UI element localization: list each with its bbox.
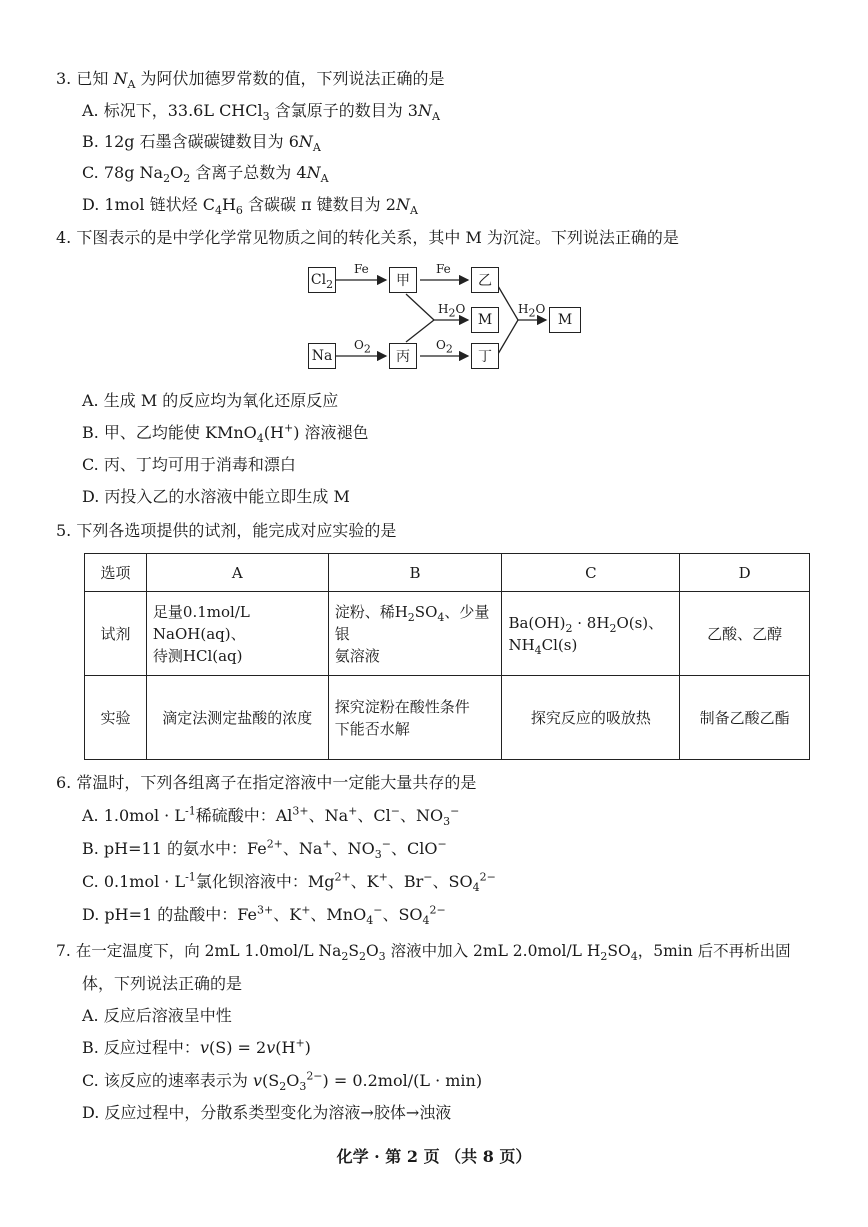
q7-option-a: A. 反应后溶液呈中性 [82, 1006, 232, 1025]
q3-d-t1: D. 1mol 链状烃 C [82, 195, 215, 214]
q6c-sup1: -1 [185, 870, 196, 884]
cell-reagent-d: 乙酸、乙醇 [680, 592, 810, 676]
q6b-sub3: 3 [374, 848, 382, 862]
reagent-a-line2: 待测HCl(aq) [152, 646, 243, 665]
q7-s2: 2 [358, 950, 366, 964]
q6d-sup1: 3+ [257, 903, 274, 917]
q7b-v1: v [199, 1038, 209, 1057]
q4-b-sup: + [283, 421, 294, 435]
rb-s1: 2 [407, 610, 415, 624]
q6a-sup5: − [450, 804, 460, 818]
row-label-experiments: 实验 [85, 676, 147, 760]
cell-experiment-a: 滴定法测定盐酸的浓度 [146, 676, 328, 760]
q3-d-t2: H [221, 195, 236, 214]
h2o1-h: H [438, 302, 449, 316]
q6b-sup4: − [437, 837, 447, 851]
q7b-t2: (S) = 2 [208, 1038, 267, 1057]
q7c-s2: 3 [299, 1080, 307, 1094]
h2o2-h: H [518, 302, 529, 316]
rb-t2: SO [414, 602, 438, 621]
q6a-sup1: -1 [184, 804, 196, 818]
q3-na: N [113, 69, 128, 88]
q3-d-t3: 含碳碳 π 键数目为 2 [242, 195, 396, 214]
header-b: B [328, 554, 502, 592]
q4-option-c: C. 丙、丁均可用于消毒和漂白 [82, 455, 296, 474]
q6c-t5: 、SO [432, 872, 473, 891]
h2o2-sub: 2 [528, 306, 536, 320]
q7-option-d: D. 反应过程中，分散系类型变化为溶液→胶体→浊液 [82, 1103, 452, 1122]
q4-stem [56, 227, 679, 249]
rb-t1: 淀粉、稀H [334, 602, 408, 621]
q3-d-s1: 4 [214, 204, 222, 218]
header-option: 选项 [85, 554, 147, 592]
q6c-t1: C. 0.1mol · L [82, 872, 186, 891]
h2o2-o: O [535, 302, 546, 316]
arrow-label-h2o2 [518, 302, 546, 320]
rb-s2: 4 [437, 610, 445, 624]
header-d: D [680, 554, 810, 592]
reagent-c-line2 [508, 634, 673, 656]
q3-d-ns: A [409, 204, 418, 218]
yi-label: 乙 [478, 273, 492, 289]
q6c-t3: 、K [350, 872, 379, 891]
q6b-t1: B. pH=11 的氨水中：Fe [82, 839, 267, 858]
arrow-label-fe1: Fe [354, 262, 369, 276]
experiment-b-line1: 探究淀粉在酸性条件 [334, 697, 470, 716]
q4-b-s1: 4 [256, 432, 264, 446]
q6a-t2: 稀硫酸中：Al [195, 806, 293, 825]
cell-reagent-b [328, 592, 502, 676]
q6b-t3: 、NO [331, 839, 375, 858]
q6c-sup3: + [378, 870, 388, 884]
q6c-sup2: 2+ [334, 870, 351, 884]
q7-t5: SO [607, 942, 631, 960]
rc-t1: Ba(OH) [508, 613, 566, 632]
q7b-sup: + [295, 1036, 305, 1050]
row-label-reagents: 试剂 [85, 592, 147, 676]
q6-stem-text: 常温时，下列各组离子在指定溶液中一定能大量共存的是 [76, 773, 477, 792]
q7b-t4: ) [304, 1038, 311, 1057]
q4-b-t3: ) 溶液褪色 [293, 423, 369, 442]
q7-stem [56, 940, 791, 962]
q3-option-d [82, 194, 418, 216]
q3-c-t1: C. 78g Na [82, 163, 164, 182]
o2a-text: O [354, 338, 364, 352]
q4-stem-text: 下图表示的是中学化学常见物质之间的转化关系，其中 M 为沉淀。下列说法正确的是 [76, 228, 679, 247]
q3-number: 3. [56, 69, 72, 88]
h2o1-sub: 2 [448, 306, 456, 320]
q6b-sup3: − [381, 837, 392, 851]
q7c-t1: C. 该反应的速率表示为 [82, 1071, 253, 1090]
table-header-row [85, 554, 810, 592]
o2b-text: O [436, 338, 446, 352]
q7b-t3: (H [275, 1038, 296, 1057]
box-cl2 [308, 267, 336, 293]
rc-t3: O(s)、 [616, 613, 664, 632]
q7b-t1: B. 反应过程中： [82, 1038, 200, 1057]
q7-s3: 3 [378, 950, 386, 964]
m-right-label: M [557, 312, 573, 328]
q5-table [84, 553, 810, 760]
q6d-t3: 、MnO [310, 905, 367, 924]
q6a-sup4: − [390, 804, 400, 818]
q7-t4: 溶液中加入 2mL 2.0mol/L H [385, 942, 601, 960]
q6-option-a [82, 805, 459, 827]
q4-b-t2: (H [263, 423, 284, 442]
q6d-sub3: 4 [366, 914, 374, 928]
q3-b-t1: B. 12g 石墨含碳碳键数目为 6 [82, 132, 299, 151]
na-label: Na [311, 348, 333, 364]
q6a-t5: 、NO [399, 806, 444, 825]
q6b-sup2: + [322, 837, 332, 851]
q6d-t4: 、SO [382, 905, 423, 924]
box-m-middle [471, 307, 499, 333]
arrow-label-o2a [354, 338, 371, 356]
q6c-sup5: 2− [479, 870, 496, 884]
q7-t6: ，5min 后不再析出固 [637, 942, 791, 960]
bing-label: 丙 [396, 349, 410, 365]
cl2-label: Cl [310, 272, 327, 288]
cell-experiment-b [328, 676, 502, 760]
box-bing [389, 343, 417, 369]
q5-number: 5. [56, 521, 72, 540]
header-c: C [502, 554, 680, 592]
q3-stem [56, 68, 445, 90]
reagent-b-line2: 氨溶液 [334, 646, 380, 665]
m-middle-label: M [477, 312, 493, 328]
q6a-sup2: 3+ [292, 804, 309, 818]
q6a-t1: A. 1.0mol · L [82, 806, 185, 825]
page-footer: 化学 · 第 2 页 （共 8 页） [336, 1147, 532, 1166]
q5-stem [56, 520, 396, 542]
rb-t3: 、少量银 [334, 602, 490, 643]
q4-number: 4. [56, 228, 72, 247]
o2b-sub: 2 [445, 342, 453, 356]
q3-d-na: N [395, 195, 410, 214]
q3-na-sub: A [127, 78, 136, 92]
q7-t3: O [365, 942, 379, 960]
q6d-sup3: − [373, 903, 383, 917]
q4-option-b [82, 422, 369, 444]
q7-t2: S [348, 942, 359, 960]
q3-stem-a: 已知 [76, 69, 109, 88]
q7c-v: v [252, 1071, 262, 1090]
cell-experiment-d: 制备乙酸乙酯 [680, 676, 810, 760]
q6d-t2: 、K [273, 905, 302, 924]
q6c-t4: 、Br [387, 872, 424, 891]
q3-c-s1: 2 [163, 172, 171, 186]
reagent-c-line1 [508, 612, 673, 634]
rc-t5: Cl(s) [541, 635, 578, 654]
cell-experiment-c: 探究反应的吸放热 [502, 676, 680, 760]
box-ding [471, 343, 499, 369]
q3-a-t2: 含氯原子的数目为 3 [269, 101, 418, 120]
q7c-s1: 2 [279, 1080, 287, 1094]
q7-number: 7. [56, 942, 71, 960]
q6b-sup1: 2+ [266, 837, 283, 851]
q7c-t2: (S [261, 1071, 280, 1090]
conversion-diagram [300, 258, 590, 378]
q6c-sup4: − [423, 870, 433, 884]
q7-s1: 2 [341, 950, 349, 964]
q6b-t4: 、ClO [391, 839, 438, 858]
box-jia [389, 267, 417, 293]
q5-stem-text: 下列各选项提供的试剂，能完成对应实验的是 [76, 521, 397, 540]
q6-option-d [82, 904, 446, 926]
cell-reagent-c [502, 592, 680, 676]
q6d-sup4: 2− [429, 903, 446, 917]
q3-c-t2: O [170, 163, 184, 182]
q6d-sub4: 4 [422, 914, 430, 928]
q3-c-ns: A [320, 172, 329, 186]
arrow-label-h2o1 [438, 302, 466, 320]
jia-label: 甲 [396, 273, 410, 289]
q6c-t2: 氯化钡溶液中：Mg [195, 872, 335, 891]
q3-option-a [82, 100, 440, 122]
table-row-reagents [85, 592, 810, 676]
q3-a-s1: 3 [262, 110, 270, 124]
arrow-label-fe2: Fe [436, 262, 451, 276]
q3-option-b [82, 131, 321, 153]
q3-c-na: N [306, 163, 321, 182]
q3-option-c [82, 162, 329, 184]
q6a-t4: 、Cl [357, 806, 391, 825]
q6c-sub5: 4 [472, 881, 480, 895]
q7-option-b [82, 1037, 311, 1059]
reagent-b-line1 [335, 601, 496, 645]
q6d-t1: D. pH=1 的盐酸中：Fe [82, 905, 257, 924]
q6-option-c [82, 871, 496, 893]
rc-t2: · 8H [572, 613, 610, 632]
q3-c-t3: 含离子总数为 4 [190, 163, 307, 182]
q6a-sup3: + [348, 804, 358, 818]
q3-a-na: N [417, 101, 432, 120]
q7c-t4: ) = 0.2mol/(L · min) [322, 1071, 483, 1090]
header-a: A [146, 554, 328, 592]
arrow-label-o2b [436, 338, 453, 356]
q6a-sub5: 3 [443, 815, 451, 829]
q7-stem-line2: 体，下列说法正确的是 [82, 974, 243, 993]
ding-label: 丁 [478, 349, 492, 365]
experiment-b-line2: 下能否水解 [334, 719, 410, 738]
rc-s2: 2 [609, 621, 617, 635]
box-na [308, 343, 336, 369]
q3-b-na: N [298, 132, 313, 151]
q7c-sup: 2− [306, 1069, 323, 1083]
rc-s1: 2 [565, 621, 573, 635]
h2o1-o: O [455, 302, 466, 316]
rc-s3: 4 [534, 643, 542, 657]
q3-stem-b: 为阿伏加德罗常数的值，下列说法正确的是 [140, 69, 445, 88]
q7c-t3: O [286, 1071, 300, 1090]
q7b-v2: v [266, 1038, 276, 1057]
q6-option-b [82, 838, 447, 860]
diagram-lines [300, 258, 590, 378]
cell-reagent-a [146, 592, 328, 676]
rc-t4: NH [508, 635, 535, 654]
cl2-sub: 2 [326, 277, 334, 291]
reagent-a-line1: 足量0.1mol/L NaOH(aq)、 [152, 602, 250, 643]
q4-option-a: A. 生成 M 的反应均为氧化还原反应 [82, 391, 339, 410]
q3-b-ns: A [312, 141, 321, 155]
q4-option-d: D. 丙投入乙的水溶液中能立即生成 M [82, 487, 350, 506]
q6-stem [56, 772, 476, 794]
q4-b-t1: B. 甲、乙均能使 KMnO [82, 423, 257, 442]
q7-s4: 2 [600, 950, 608, 964]
box-yi [471, 267, 499, 293]
box-m-right [549, 307, 581, 333]
q6a-t3: 、Na [308, 806, 349, 825]
q3-a-t1: A. 标况下，33.6L CHCl [82, 101, 263, 120]
q3-c-s2: 2 [183, 172, 191, 186]
q3-a-ns: A [431, 110, 440, 124]
q6-number: 6. [56, 773, 72, 792]
q7-s5: 4 [630, 950, 638, 964]
table-row-experiments [85, 676, 810, 760]
o2a-sub: 2 [363, 342, 371, 356]
q7-option-c [82, 1070, 482, 1092]
q6d-sup2: + [301, 903, 311, 917]
q7-t1: 在一定温度下，向 2mL 1.0mol/L Na [75, 942, 342, 960]
q6b-t2: 、Na [282, 839, 323, 858]
q3-d-s2: 6 [235, 204, 243, 218]
